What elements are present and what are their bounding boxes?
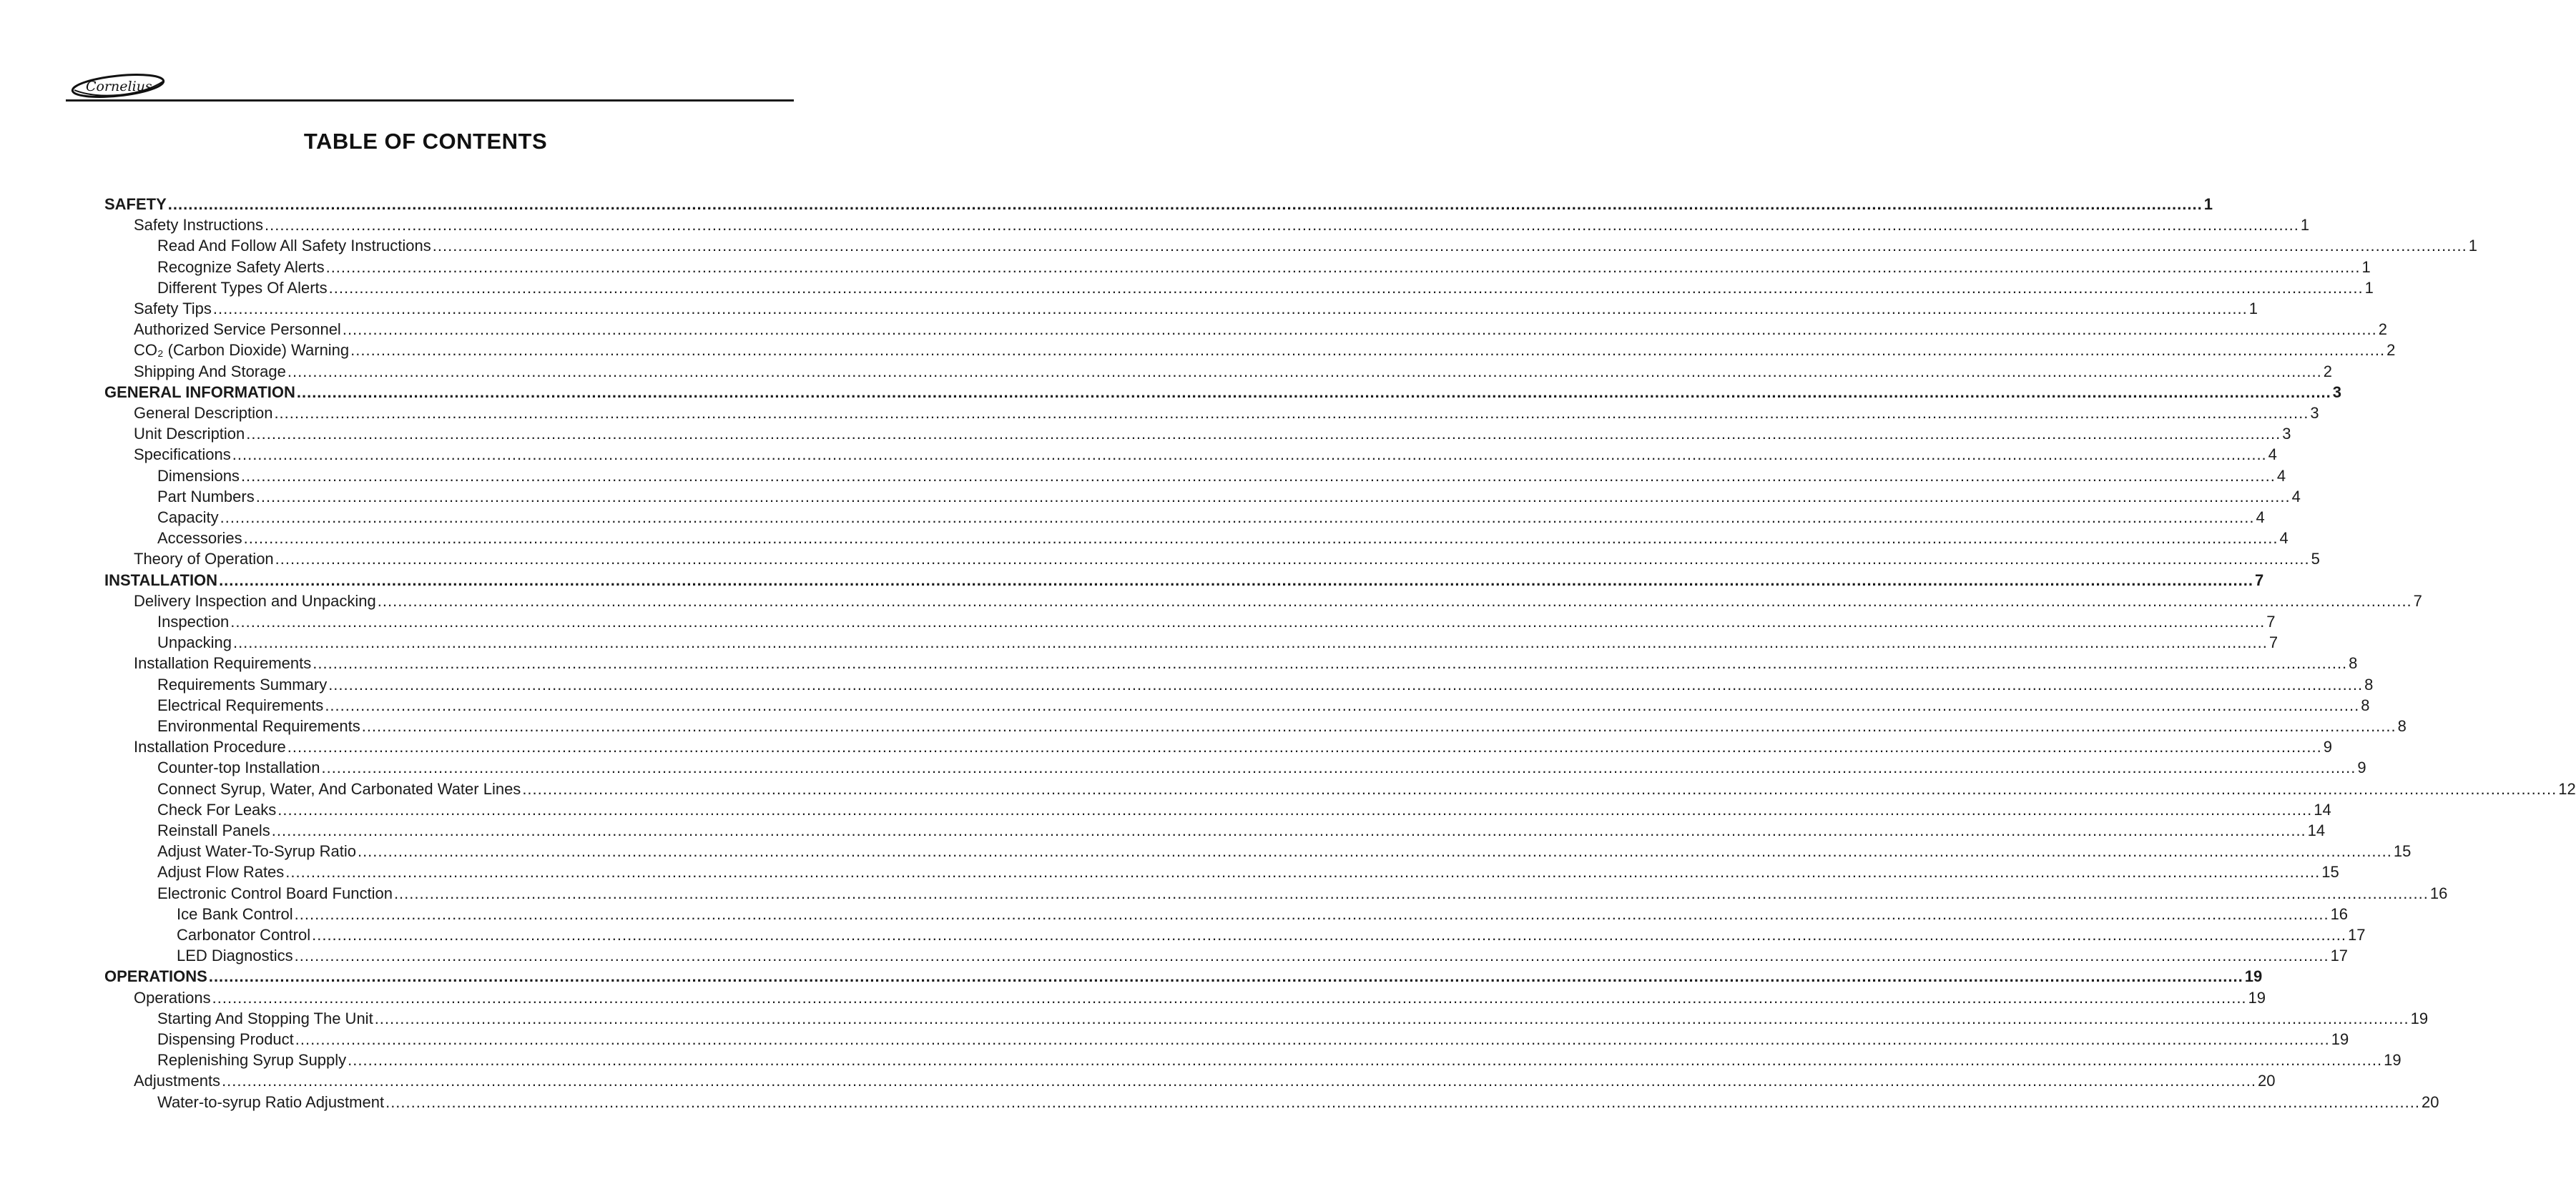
toc-entry-label: Theory of Operation bbox=[134, 550, 274, 568]
toc-entry[interactable] bbox=[157, 758, 2366, 778]
toc-entry[interactable] bbox=[134, 299, 2258, 319]
toc-entry-page: 8 bbox=[2361, 696, 2370, 714]
toc-entry-label: OPERATIONS bbox=[104, 967, 207, 986]
toc-entry-label: Replenishing Syrup Supply bbox=[157, 1051, 347, 1070]
toc-entry[interactable] bbox=[134, 445, 2277, 465]
toc-entry-page: 2 bbox=[2378, 320, 2387, 339]
toc-dot-leader: ................................................................................................................................................................................................................................................................................................................................................................................................................ bbox=[312, 926, 2347, 944]
toc-entry-page: 19 bbox=[2331, 1030, 2349, 1048]
toc-dot-leader: ................................................................................................................................................................................................................................................................................................................................................................................................................ bbox=[287, 362, 2322, 380]
toc-entry-label: Carbonator Control bbox=[177, 926, 311, 944]
toc-entry-page: 14 bbox=[2307, 821, 2326, 839]
toc-entry-label: Adjust Water-To-Syrup Ratio bbox=[157, 842, 356, 861]
toc-entry[interactable] bbox=[157, 1009, 2429, 1029]
toc-entry-page: 19 bbox=[2384, 1051, 2402, 1070]
toc-dot-leader: ................................................................................................................................................................................................................................................................................................................................................................................................................ bbox=[350, 341, 2386, 360]
toc-entry-label: Environmental Requirements bbox=[157, 717, 360, 735]
toc-entry-page: 4 bbox=[2256, 508, 2265, 526]
toc-entry[interactable] bbox=[157, 696, 2370, 716]
toc-entry[interactable] bbox=[157, 842, 2412, 862]
toc-entry[interactable] bbox=[134, 549, 2320, 569]
header-rule bbox=[66, 99, 794, 102]
toc-entry-page: 15 bbox=[2321, 863, 2339, 882]
toc-entry[interactable] bbox=[134, 737, 2332, 757]
toc-entry-page: 7 bbox=[2266, 613, 2276, 631]
toc-entry-label: Unpacking bbox=[157, 633, 232, 652]
toc-entry-page: 1 bbox=[2248, 300, 2258, 317]
toc-dot-leader: ................................................................................................................................................................................................................................................................................................................................................................................................................ bbox=[294, 947, 2329, 965]
toc-dot-leader: ................................................................................................................................................................................................................................................................................................................................................................................................................ bbox=[246, 425, 2281, 443]
toc-entry[interactable] bbox=[104, 194, 2213, 214]
toc-entry-label: Capacity bbox=[157, 508, 219, 526]
toc-entry-label: Connect Syrup, Water, And Carbonated Water Lines bbox=[157, 779, 521, 798]
toc-entry[interactable] bbox=[177, 904, 2349, 924]
toc-entry-label: Dispensing Product bbox=[157, 1030, 294, 1048]
toc-entry-page: 8 bbox=[2364, 675, 2374, 694]
toc-entry[interactable] bbox=[134, 403, 2319, 423]
toc-dot-leader: ................................................................................................................................................................................................................................................................................................................................................................................................................ bbox=[328, 675, 2364, 694]
toc-entry-label: Adjust Flow Rates bbox=[157, 863, 285, 882]
toc-entry[interactable] bbox=[134, 320, 2387, 340]
toc-entry-page: 8 bbox=[2397, 717, 2407, 735]
toc-dot-leader: ................................................................................................................................................................................................................................................................................................................................................................................................................ bbox=[313, 654, 2348, 673]
toc-entry-label: INSTALLATION bbox=[104, 571, 218, 589]
toc-entry-page: 19 bbox=[2248, 988, 2266, 1007]
toc-entry-page: 7 bbox=[2268, 633, 2278, 652]
toc-dot-leader: ................................................................................................................................................................................................................................................................................................................................................................................................................ bbox=[287, 738, 2322, 756]
toc-entry-label: Electrical Requirements bbox=[157, 696, 324, 714]
toc-entry-label: Adjustments bbox=[134, 1072, 221, 1090]
toc-dot-leader: ................................................................................................................................................................................................................................................................................................................................................................................................................ bbox=[522, 779, 2557, 798]
toc-entry[interactable] bbox=[134, 362, 2333, 382]
toc-dot-leader: ................................................................................................................................................................................................................................................................................................................................................................................................................ bbox=[271, 821, 2306, 839]
cornelius-logo bbox=[70, 71, 166, 100]
toc-dot-leader: ................................................................................................................................................................................................................................................................................................................................................................................................................ bbox=[294, 904, 2329, 923]
toc-entry-page: 1 bbox=[2468, 237, 2477, 255]
toc-entry[interactable] bbox=[134, 1071, 2276, 1091]
toc-entry[interactable] bbox=[157, 466, 2286, 486]
toc-entry-page: 1 bbox=[2300, 216, 2310, 235]
toc-entry-label: Specifications bbox=[134, 445, 231, 464]
toc-entry-label: LED Diagnostics bbox=[177, 947, 293, 965]
toc-dot-leader: ................................................................................................................................................................................................................................................................................................................................................................................................................ bbox=[232, 633, 2268, 652]
toc-entry-page: 1 bbox=[2364, 278, 2374, 297]
toc-entry[interactable] bbox=[134, 988, 2266, 1008]
toc-entry-label: Electronic Control Board Function bbox=[157, 884, 393, 902]
toc-entry-label: Shipping And Storage bbox=[134, 362, 286, 380]
toc-dot-leader: ................................................................................................................................................................................................................................................................................................................................................................................................................ bbox=[348, 1051, 2383, 1070]
toc-entry[interactable] bbox=[104, 571, 2264, 591]
toc-entry-page: 19 bbox=[2410, 1009, 2429, 1027]
toc-entry-label: Requirements Summary bbox=[157, 675, 328, 694]
toc-dot-leader: ................................................................................................................................................................................................................................................................................................................................................................................................................ bbox=[325, 696, 2360, 714]
toc-dot-leader: ................................................................................................................................................................................................................................................................................................................................................................................................................ bbox=[275, 550, 2310, 568]
toc-entry-page: 1 bbox=[2361, 257, 2371, 276]
toc-entry-label: Inspection bbox=[157, 613, 230, 631]
toc-dot-leader: ................................................................................................................................................................................................................................................................................................................................................................................................................ bbox=[212, 988, 2247, 1007]
toc-entry[interactable] bbox=[157, 1050, 2402, 1070]
toc-dot-leader: ................................................................................................................................................................................................................................................................................................................................................................................................................ bbox=[325, 257, 2361, 276]
toc-dot-leader: ................................................................................................................................................................................................................................................................................................................................................................................................................ bbox=[342, 320, 2377, 339]
toc-entry-label: Dimensions bbox=[157, 466, 240, 485]
toc-entry-label: Reinstall Panels bbox=[157, 821, 270, 839]
toc-entry-page: 9 bbox=[2357, 759, 2366, 777]
toc-dot-leader: ................................................................................................................................................................................................................................................................................................................................................................................................................ bbox=[274, 404, 2309, 422]
toc-entry[interactable] bbox=[157, 528, 2289, 548]
toc-entry-page: 7 bbox=[2413, 591, 2422, 610]
toc-entry[interactable] bbox=[157, 257, 2371, 277]
toc-entry-page: 16 bbox=[2429, 884, 2448, 902]
toc-entry-label: Part Numbers bbox=[157, 487, 255, 505]
toc-entry-page: 4 bbox=[2291, 487, 2301, 505]
toc-entry-label: Installation Requirements bbox=[134, 654, 312, 673]
toc-entry-label: Starting And Stopping The Unit bbox=[157, 1009, 373, 1027]
toc-dot-leader: ................................................................................................................................................................................................................................................................................................................................................................................................................ bbox=[328, 278, 2364, 297]
toc-entry-label: Unit Description bbox=[134, 425, 245, 443]
toc-dot-leader: ................................................................................................................................................................................................................................................................................................................................................................................................................ bbox=[295, 1030, 2330, 1048]
toc-dot-leader: ................................................................................................................................................................................................................................................................................................................................................................................................................ bbox=[264, 216, 2299, 235]
toc-entry-page: 4 bbox=[2276, 466, 2286, 485]
toc-entry[interactable] bbox=[157, 508, 2265, 528]
toc-entry-label: Different Types Of Alerts bbox=[157, 278, 328, 297]
toc-entry-page: 20 bbox=[2257, 1072, 2276, 1090]
toc-entry-page: 2 bbox=[2386, 341, 2396, 360]
toc-entry-page: 5 bbox=[2311, 550, 2320, 568]
toc-entry-page: 4 bbox=[2268, 445, 2277, 464]
toc-entry[interactable] bbox=[134, 424, 2291, 444]
toc-dot-leader: ................................................................................................................................................................................................................................................................................................................................................................................................................ bbox=[357, 842, 2392, 861]
toc-entry-label: Ice Bank Control bbox=[177, 904, 293, 923]
toc-dot-leader: ................................................................................................................................................................................................................................................................................................................................................................................................................ bbox=[232, 445, 2267, 464]
toc-entry-page: 12 bbox=[2558, 779, 2576, 798]
toc-entry-label: Installation Procedure bbox=[134, 738, 286, 756]
toc-entry[interactable] bbox=[157, 862, 2339, 882]
toc-dot-leader: ................................................................................................................................................................................................................................................................................................................................................................................................................ bbox=[321, 759, 2356, 777]
toc-entry[interactable] bbox=[157, 487, 2301, 507]
toc-dot-leader: ................................................................................................................................................................................................................................................................................................................................................................................................................ bbox=[243, 529, 2278, 548]
toc-entry-label: Accessories bbox=[157, 529, 242, 548]
toc-dot-leader: ................................................................................................................................................................................................................................................................................................................................................................................................................ bbox=[212, 300, 2248, 317]
toc-dot-leader: ................................................................................................................................................................................................................................................................................................................................................................................................................ bbox=[296, 383, 2331, 401]
toc-dot-leader: ................................................................................................................................................................................................................................................................................................................................................................................................................ bbox=[222, 1072, 2256, 1090]
toc-entry[interactable] bbox=[104, 383, 2342, 403]
toc-entry[interactable] bbox=[134, 653, 2358, 673]
toc-entry-page: 16 bbox=[2330, 904, 2349, 923]
toc-entry-label: SAFETY bbox=[104, 195, 167, 213]
toc-dot-leader: ................................................................................................................................................................................................................................................................................................................................................................................................................ bbox=[208, 967, 2243, 986]
toc-entry[interactable] bbox=[104, 967, 2263, 987]
toc-entry[interactable] bbox=[157, 716, 2407, 736]
toc-dot-leader: ................................................................................................................................................................................................................................................................................................................................................................................................................ bbox=[285, 863, 2321, 882]
toc-entry[interactable] bbox=[134, 340, 2396, 360]
toc-entry[interactable] bbox=[134, 591, 2422, 611]
toc-entry-label: CO₂ (Carbon Dioxide) Warning bbox=[134, 341, 350, 360]
toc-entry-label: Recognize Safety Alerts bbox=[157, 257, 325, 276]
toc-entry-label: Delivery Inspection and Unpacking bbox=[134, 591, 376, 610]
toc-entry[interactable] bbox=[157, 821, 2326, 841]
toc-entry-page: 19 bbox=[2244, 967, 2263, 986]
toc-entry-label: Operations bbox=[134, 988, 211, 1007]
toc-entry[interactable] bbox=[177, 925, 2366, 945]
page-title: TABLE OF CONTENTS bbox=[303, 129, 548, 154]
toc-entry-page: 4 bbox=[2279, 529, 2289, 548]
toc-entry-page: 9 bbox=[2323, 738, 2332, 756]
toc-entry[interactable] bbox=[157, 779, 2576, 799]
toc-entry-page: 2 bbox=[2323, 362, 2333, 380]
toc-dot-leader: ................................................................................................................................................................................................................................................................................................................................................................................................................ bbox=[361, 717, 2396, 735]
toc-entry[interactable] bbox=[157, 675, 2374, 695]
toc-dot-leader: ................................................................................................................................................................................................................................................................................................................................................................................................................ bbox=[432, 237, 2467, 255]
toc-dot-leader: ................................................................................................................................................................................................................................................................................................................................................................................................................ bbox=[230, 613, 2266, 631]
toc-dot-leader: ................................................................................................................................................................................................................................................................................................................................................................................................................ bbox=[277, 800, 2313, 819]
toc-dot-leader: ................................................................................................................................................................................................................................................................................................................................................................................................................ bbox=[220, 508, 2255, 526]
toc-dot-leader: ................................................................................................................................................................................................................................................................................................................................................................................................................ bbox=[219, 571, 2253, 589]
toc-entry-label: Check For Leaks bbox=[157, 800, 277, 819]
toc-entry-page: 1 bbox=[2203, 195, 2213, 213]
toc-entry[interactable] bbox=[157, 1092, 2439, 1112]
toc-entry-label: Safety Tips bbox=[134, 300, 212, 317]
toc-entry[interactable] bbox=[157, 1030, 2349, 1050]
toc-entry-page: 15 bbox=[2393, 842, 2412, 861]
toc-dot-leader: ................................................................................................................................................................................................................................................................................................................................................................................................................ bbox=[385, 1092, 2420, 1111]
toc-entry[interactable] bbox=[134, 215, 2310, 235]
toc-entry-label: Safety Instructions bbox=[134, 216, 263, 235]
toc-dot-leader: ................................................................................................................................................................................................................................................................................................................................................................................................................ bbox=[393, 884, 2429, 902]
toc-entry-page: 7 bbox=[2254, 571, 2264, 589]
toc-entry-page: 3 bbox=[2332, 383, 2342, 401]
toc-dot-leader: ................................................................................................................................................................................................................................................................................................................................................................................................................ bbox=[240, 466, 2276, 485]
toc-entry-page: 8 bbox=[2349, 654, 2358, 673]
toc-entry-page: 20 bbox=[2422, 1092, 2439, 1111]
toc-entry-label: General Description bbox=[134, 404, 273, 422]
toc-entry[interactable] bbox=[157, 612, 2276, 632]
toc-entry[interactable] bbox=[157, 278, 2374, 298]
logo-wordmark: Cornelius bbox=[86, 79, 152, 94]
toc-dot-leader: ................................................................................................................................................................................................................................................................................................................................................................................................................ bbox=[167, 195, 2203, 213]
toc-entry[interactable] bbox=[177, 946, 2349, 966]
toc-entry-page: 3 bbox=[2310, 404, 2319, 422]
toc-entry[interactable] bbox=[157, 884, 2448, 904]
toc-entry-label: Water-to-syrup Ratio Adjustment bbox=[157, 1092, 385, 1111]
toc-entry-label: Counter-top Installation bbox=[157, 759, 320, 777]
toc-entry[interactable] bbox=[157, 633, 2278, 653]
toc-entry[interactable] bbox=[157, 236, 2477, 256]
toc-entry-page: 3 bbox=[2282, 425, 2291, 443]
toc-entry-page: 17 bbox=[2330, 947, 2349, 965]
toc-dot-leader: ................................................................................................................................................................................................................................................................................................................................................................................................................ bbox=[374, 1009, 2409, 1027]
toc-entry-label: Authorized Service Personnel bbox=[134, 320, 341, 339]
toc-entry-label: Read And Follow All Safety Instructions bbox=[157, 237, 431, 255]
toc-entry-label: GENERAL INFORMATION bbox=[104, 383, 295, 401]
toc-dot-leader: ................................................................................................................................................................................................................................................................................................................................................................................................................ bbox=[377, 591, 2412, 610]
toc-entry-page: 17 bbox=[2348, 926, 2366, 944]
toc-dot-leader: ................................................................................................................................................................................................................................................................................................................................................................................................................ bbox=[255, 487, 2291, 505]
toc-entry-page: 14 bbox=[2314, 800, 2331, 819]
toc-entry[interactable] bbox=[157, 800, 2331, 820]
